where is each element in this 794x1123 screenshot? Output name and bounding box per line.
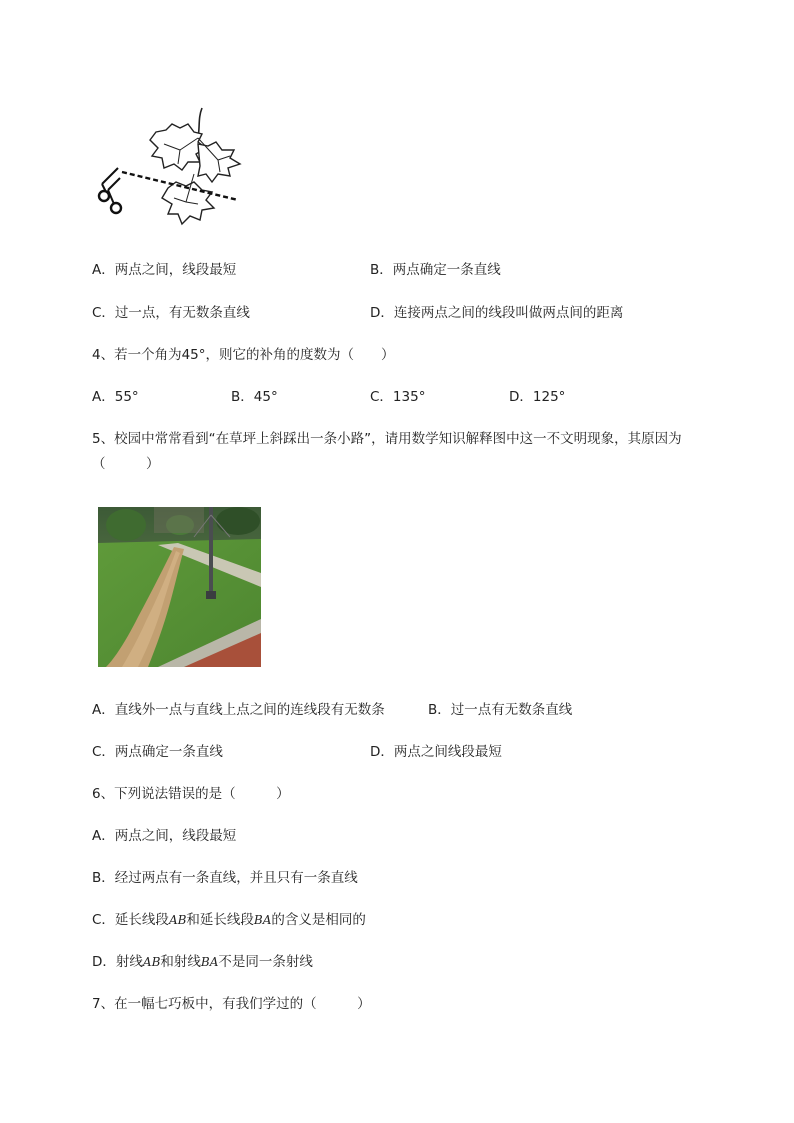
- q4-option-c[interactable]: C．135°: [370, 389, 426, 405]
- q6-stem: 6、下列说法错误的是（ ）: [92, 786, 290, 802]
- q4-stem: 4、若一个角为45°，则它的补角的度数为（ ）: [92, 347, 395, 363]
- scissors-icon: [99, 168, 121, 213]
- q3-option-b[interactable]: B．两点确定一条直线: [370, 262, 501, 278]
- q3-option-d[interactable]: D．连接两点之间的线段叫做两点间的距离: [370, 305, 624, 321]
- q6-option-b[interactable]: B．经过两点有一条直线，并且只有一条直线: [92, 870, 358, 886]
- q6-option-c[interactable]: [92, 910, 366, 930]
- segment-ab-label: AB: [168, 913, 187, 927]
- q3-option-c[interactable]: C．过一点，有无数条直线: [92, 305, 250, 321]
- q6-c-prefix: C．延长线段: [92, 912, 169, 928]
- q5-option-c[interactable]: C．两点确定一条直线: [92, 744, 223, 760]
- ray-ab-label: AB: [142, 955, 161, 969]
- q5-stem-line1: 5、校园中常常看到“在草坪上斜踩出一条小路”，请用数学知识解释图中这一不文明现象，其原因为: [92, 431, 682, 447]
- q6-c-mid: 和延长线段: [186, 912, 254, 928]
- q6-option-a[interactable]: A．两点之间，线段最短: [92, 828, 237, 844]
- q4-option-d[interactable]: D．125°: [509, 389, 566, 405]
- q5-stem-line2: （ ）: [92, 456, 160, 472]
- q6-d-mid: 和射线: [160, 954, 201, 970]
- lawn-path-photo: [98, 507, 261, 667]
- leaf-scissors-figure: [94, 104, 254, 234]
- q7-stem: 7、在一幅七巧板中，有我们学过的（ ）: [92, 996, 371, 1012]
- ray-ba-label: BA: [200, 955, 219, 969]
- q6-c-suffix: 的含义是相同的: [271, 912, 366, 928]
- q6-d-suffix: 不是同一条射线: [218, 954, 313, 970]
- q5-option-b[interactable]: B．过一点有无数条直线: [428, 702, 573, 718]
- q6-d-prefix: D．射线: [92, 954, 143, 970]
- q5-option-d[interactable]: D．两点之间线段最短: [370, 744, 502, 760]
- q4-option-b[interactable]: B．45°: [231, 389, 278, 405]
- q5-option-a[interactable]: A．直线外一点与直线上点之间的连线段有无数条: [92, 702, 385, 718]
- q6-option-d[interactable]: [92, 952, 313, 972]
- q4-option-a[interactable]: A．55°: [92, 389, 139, 405]
- q3-option-a[interactable]: A．两点之间，线段最短: [92, 262, 237, 278]
- segment-ba-label: BA: [253, 913, 272, 927]
